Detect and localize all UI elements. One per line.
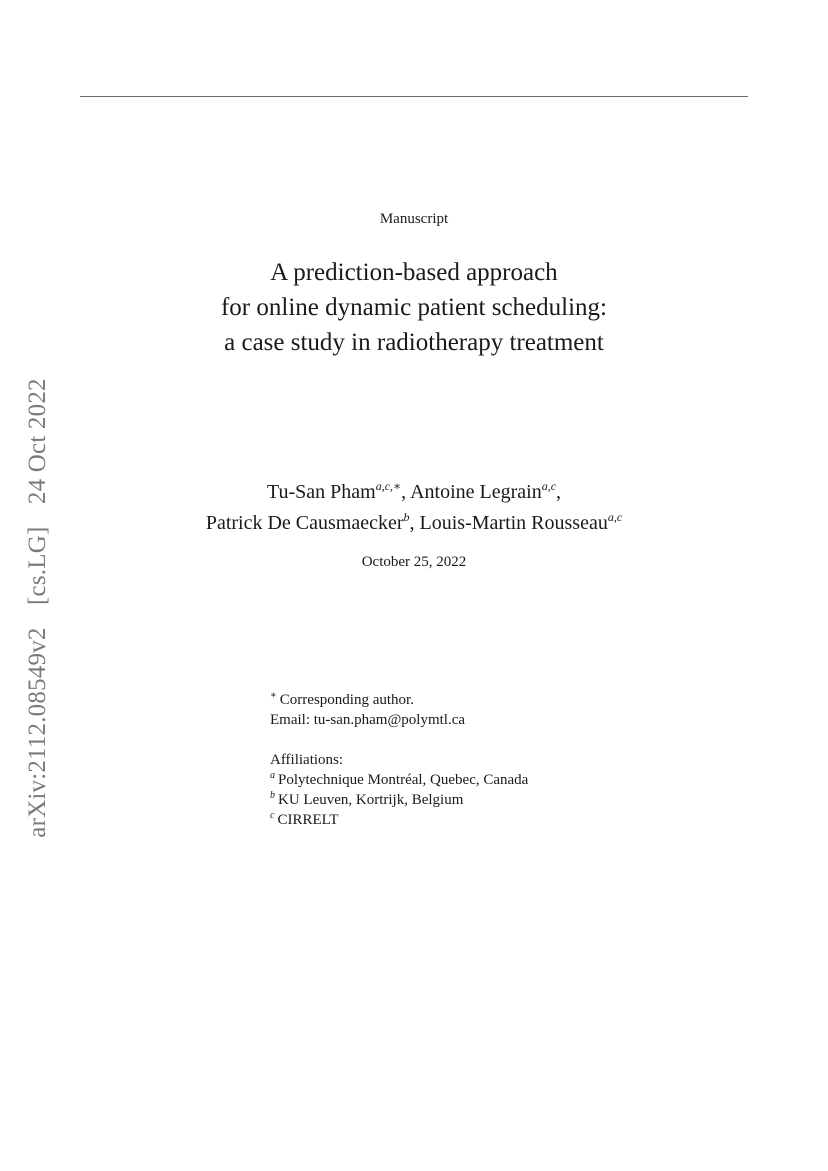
author-affiliation-mark: a,c: [541, 479, 557, 493]
title-line-3: a case study in radiotherapy treatment: [224, 329, 604, 356]
author-name: Patrick De Causmaecker: [205, 512, 404, 534]
author-separator: ,: [409, 512, 420, 534]
affiliation-item: [270, 770, 528, 790]
affiliation-item: [270, 790, 528, 810]
corresponding-mark: ∗: [270, 690, 277, 701]
spacer: [270, 730, 528, 750]
paper-date: October 25, 2022: [361, 554, 467, 570]
corresponding-author-note: [270, 690, 528, 710]
arxiv-date: 24 Oct 2022: [24, 378, 51, 505]
author-line-1: [0, 477, 828, 508]
title-line-1: A prediction-based approach: [270, 259, 558, 286]
affiliation-mark: a: [270, 770, 275, 781]
affiliation-item: [270, 810, 528, 830]
author-affiliation-mark: a,c,∗: [375, 479, 402, 493]
affiliation-mark: c: [270, 810, 275, 821]
title-line-2: for online dynamic patient scheduling:: [220, 294, 607, 321]
affiliation-text: KU Leuven, Kortrijk, Belgium: [278, 792, 464, 808]
email-line: Email: tu-san.pham@polymtl.ca: [270, 712, 466, 728]
author-name: Louis-Martin Rousseau: [419, 512, 608, 534]
affiliations-heading: Affiliations:: [270, 752, 344, 768]
paper-title: [0, 255, 828, 360]
header-rule: [80, 96, 748, 97]
manuscript-label: Manuscript: [379, 211, 449, 227]
author-name: Antoine Legrain: [410, 481, 542, 503]
footnotes: [270, 690, 528, 830]
arxiv-stamp: [24, 378, 52, 837]
author-separator: ,: [401, 481, 411, 503]
arxiv-category: [cs.LG]: [24, 526, 51, 605]
author-affiliation-mark: b: [403, 510, 410, 524]
author-separator: ,: [556, 481, 562, 503]
author-affiliation-mark: a,c: [607, 510, 623, 524]
arxiv-id: arXiv:2112.08549v2: [24, 627, 51, 838]
affiliation-text: CIRRELT: [277, 812, 339, 828]
affiliation-mark: b: [270, 790, 275, 801]
affiliation-text: Polytechnique Montréal, Quebec, Canada: [278, 772, 529, 788]
corresponding-text: Corresponding author.: [279, 692, 414, 708]
author-name: Tu-San Pham: [266, 481, 376, 503]
author-line-2: [0, 508, 828, 539]
author-list: [0, 477, 828, 539]
